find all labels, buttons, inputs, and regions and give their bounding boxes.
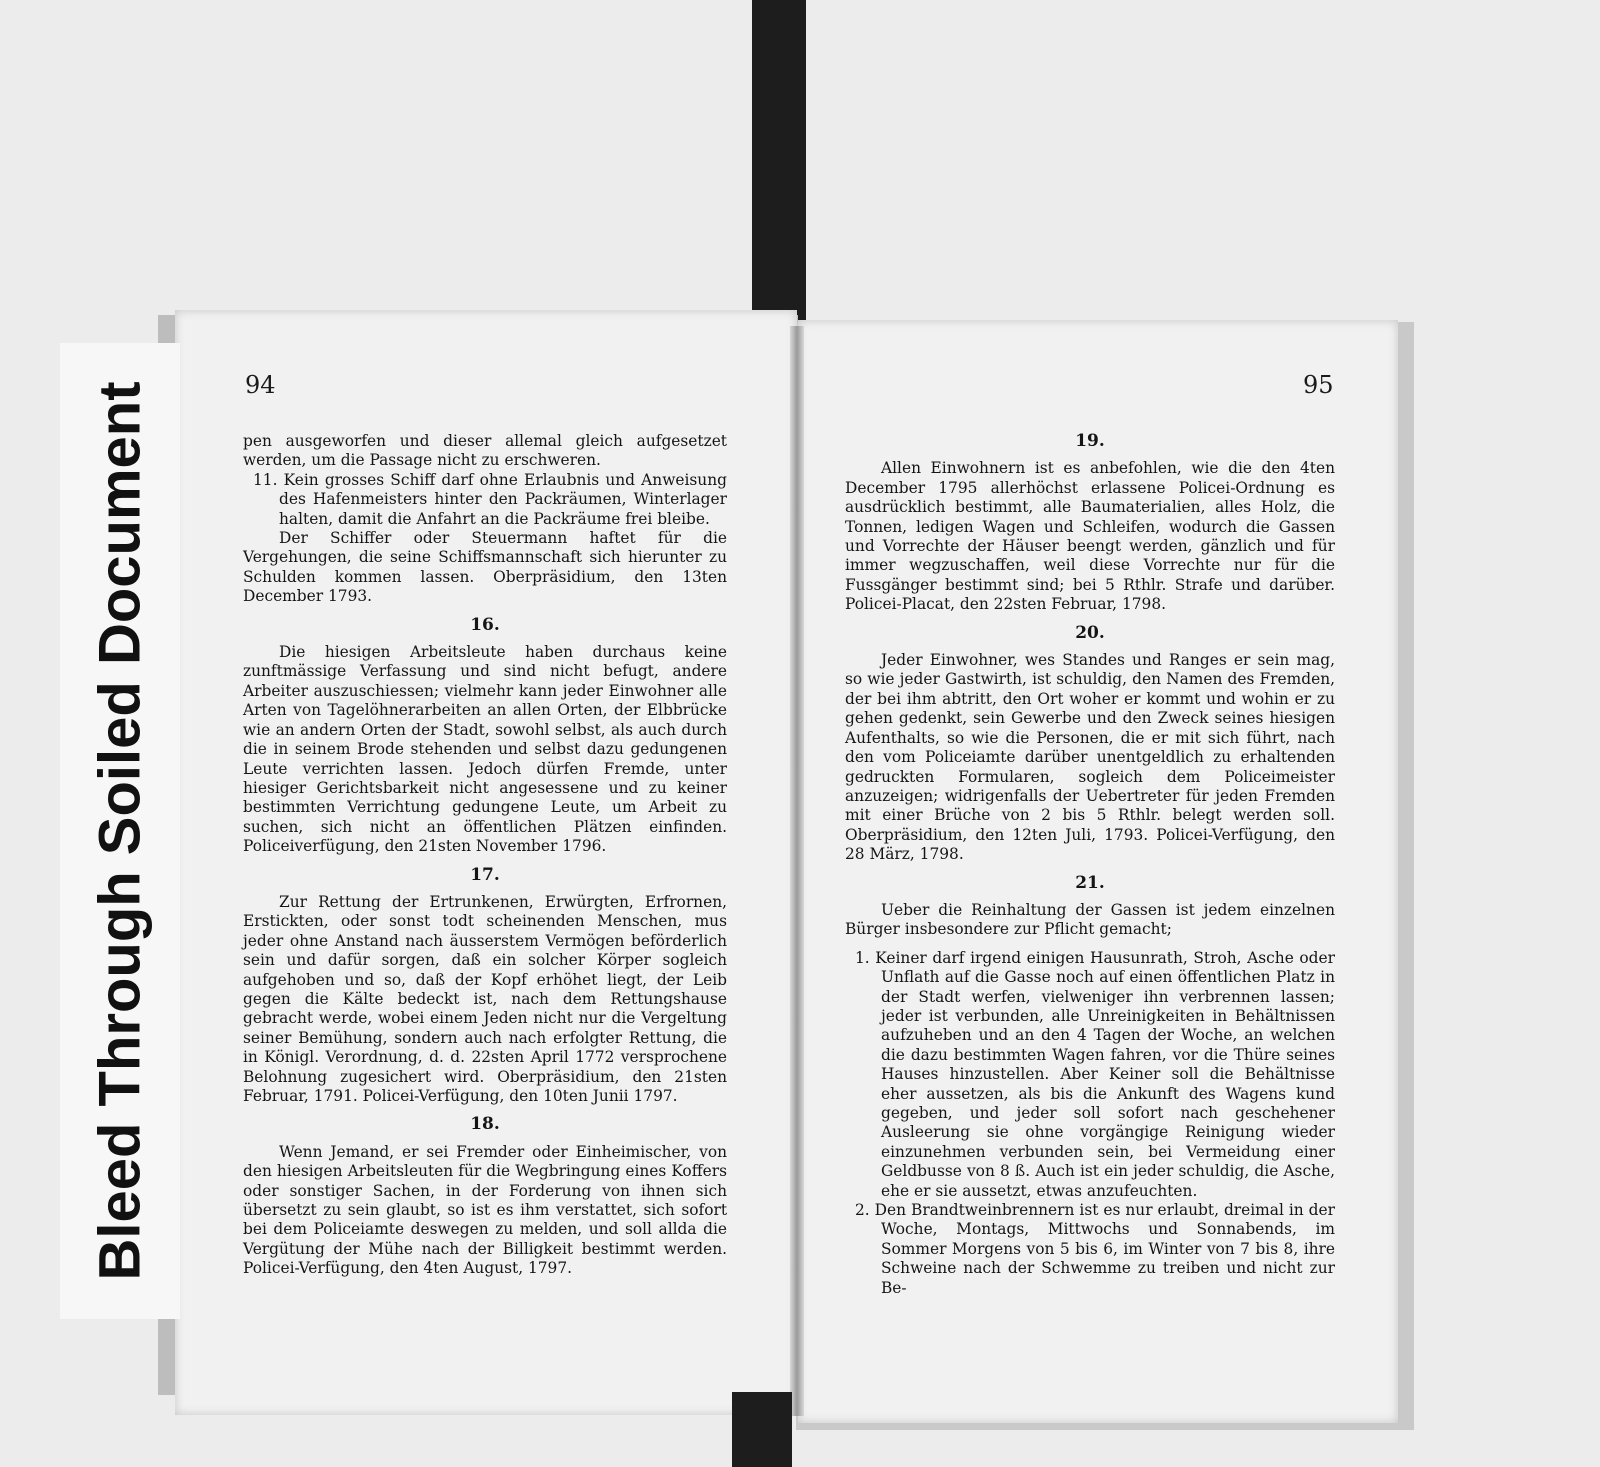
section-number: 18. [470, 1114, 500, 1135]
left-page-text [243, 432, 727, 1279]
section-text: Die hiesigen Arbeitsleute haben durchaus keine zunftmässige Verfassung und sind nicht befugt, andere Arbeiter auszuschiessen; vielmehr kann jeder Einwohner alle Arten von Tagelöhnerarbeiten an allen Orten, der Elbbrücke wie an andern Orten der Stadt, sowohl selbst, als auch durch die in seinem Brode stehenden und selbst dazu gedungenen Leute verrichten lassen. Jedoch dürfen Fremde, unter hiesiger Gerichtsbarkeit nicht angesessene und zu keiner bestimmten Verrichtung gedungene Leute, um Arbeit zu suchen, sich nicht an öffentlichen Plätzen einfinden. Policeiverfügung, den 21sten November 1796. [243, 643, 727, 856]
section-text: Ueber die Reinhaltung der Gassen ist jedem einzelnen Bürger insbesondere zur Pflicht gemacht; [845, 900, 1335, 939]
paragraph: Der Schiffer oder Steuermann haftet für die Vergehungen, die seine Schiffsmannschaft sich hierunter zu Schulden kommen lassen. Oberpräsidium, den 13ten December 1793. [243, 529, 727, 606]
section-text: Wenn Jemand, er sei Fremder oder Einheimischer, von den hiesigen Arbeitsleuten für die Wegbringung eines Koffers oder sonstiger Sachen, in der Forderung von ihnen sich übersetzt zu sein glaubt, so ist es ihm verstattet, sich sofort bei dem Policeiamte deswegen zu melden, und soll allda die Vergütung der Mühe nach der Billigkeit bestimmt werden. Policei-Verfügung, den 4ten August, 1797. [243, 1142, 727, 1278]
list-item: 2. Den Brandtweinbrennern ist es nur erlaubt, dreimal in der Woche, Montags, Mittwochs und Sonnabends, im Sommer Morgens von 5 bis 6, im Winter von 7 bis 8, ihre Schweine nach der Schwemme zu treiben und nicht zur Be- [855, 1201, 1335, 1297]
section-number: 16. [470, 614, 500, 635]
section-number: 21. [1075, 872, 1105, 893]
section-number: 17. [470, 864, 500, 885]
spine-shadow-top [752, 0, 806, 328]
section-number: 19. [1075, 431, 1105, 451]
book-gutter [790, 326, 804, 1416]
page-number-right: 95 [1303, 371, 1334, 399]
section-text: Zur Rettung der Ertrunkenen, Erwürgten, Erfrornen, Erstickten, oder sonst todt scheinenden Menschen, mus jeder ohne Anstand nach äusserstem Vermögen beförderlich sein und dafür sorgen, daß ein solcher Körper sogleich aufgehoben und so, daß der Kopf erhöhet liegt, der Leib gegen die Kälte bedeckt ist, nach dem Rettungshause gebracht werde, wobei einem Jeden nicht nur die Vergeltung seiner Bemühung, sondern auch nach erfolgter Rettung, die in Königl. Verordnung, d. d. 22sten April 1772 versprochene Belohnung zugesichert wird. Oberpräsidium, den 21sten Februar, 1791. Policei-Verfügung, den 10ten Junii 1797. [243, 892, 727, 1105]
paragraph: pen ausgeworfen und dieser allemal gleich aufgesetzet werden, um die Passage nicht zu erschweren. [243, 432, 727, 470]
spine-shadow-bottom [732, 1392, 792, 1467]
paragraph: 11. Kein grosses Schiff darf ohne Erlaubnis und Anweisung des Hafenmeisters hinter den Packräumen, Winterlager halten, damit die Anfahrt an die Packräume frei bleibe. [253, 470, 727, 528]
section-text: Allen Einwohnern ist es anbefohlen, wie die den 4ten December 1795 allerhöchst erlassene Policei-Ordnung es ausdrücklich bestimmt, alle Baumaterialien, alles Holz, die Tonnen, ledigen Wagen und Schleifen, wodurch die Gassen und Vorrechte der Häuser beengt werden, gänzlich und für immer wegzuschaffen, weil diese Vorrechte nur für die Fussgänger bestimmt sind; bei 5 Rthlr. Strafe und darüber. Policei-Placat, den 22sten Februar, 1798. [845, 459, 1335, 614]
section-text: Jeder Einwohner, wes Standes und Ranges er sein mag, so wie jeder Gastwirth, ist schuldig, den Namen des Fremden, der bei ihm abtritt, den Ort woher er kommt und wohin er zu gehen gedenkt, sein Gewerbe und den Zweck seines hiesigen Aufenthalts, so wie die Personen, die er mit sich führt, nach den vom Policeiamte darüber unentgeldlich zu erhaltenden gedruckten Formularen, sogleich dem Policeimeister anzuzeigen; widrigenfalls der Uebertreter für jeden Fremden mit einer Brüche von 2 bis 5 Rthlr. belegt werden soll. Oberpräsidium, den 12ten Juli, 1793. Policei-Verfügung, den 28 März, 1798. [845, 651, 1335, 864]
section-number: 20. [1075, 622, 1105, 643]
page-number-left: 94 [245, 371, 276, 399]
stamp-label: Bleed Through Soiled Document [87, 381, 153, 1281]
right-page-text [845, 432, 1335, 1298]
list-item: 1. Keiner darf irgend einigen Hausunrath, Stroh, Asche oder Unflath auf die Gasse noch auf einen öffentlichen Platz in der Stadt werfen, vielweniger ihn verbrennen lassen; jeder ist verbunden, alle Unreinigkeiten in Behältnissen aufzuheben und an den 4 Tagen der Woche, an welchen die dazu bestimmten Wagen fahren, vor die Thüre seines Hauses hinzustellen. Aber Keiner soll die Behältnisse eher aussetzen, als bis die Ankunft des Wagens kund gegeben, und jeder soll sofort nach geschehener Ausleerung sie ohne vorgängige Reinigung wieder einzunehmen verbunden sein, bei Vermeidung einer Geldbusse von 8 ß. Auch ist ein jeder schuldig, die Asche, ehe er sie aussetzt, etwas anzufeuchten. [855, 948, 1335, 1200]
